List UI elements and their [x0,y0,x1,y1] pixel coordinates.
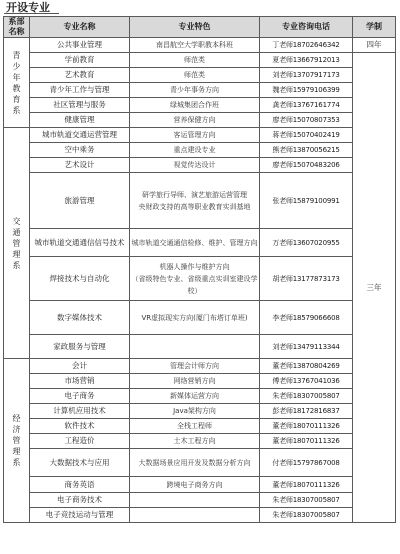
phone-cell: 熊老师13870056215 [260,143,353,158]
feature-cell: VR虚拟现实方向(厦门布塔订单班) [130,301,260,335]
page-heading: 开设专业 [6,1,50,14]
header-major: 专业名称 [30,17,130,38]
phone-cell: 廖老师15070807353 [260,113,353,128]
duration-four-year: 四年 [353,38,396,53]
major-cell: 会计 [30,359,130,374]
feature-cell: 师范类 [130,53,260,68]
phone-cell: 龚老师13767161774 [260,98,353,113]
table-row [4,143,396,158]
feature-cell: 机器人操作与维护方向 （省级特色专业、省级重点实训室建设学校） [130,257,260,301]
table-row [4,128,396,143]
table-row [4,434,396,449]
table-row [4,449,396,477]
phone-cell: 刘老师13479113344 [260,335,353,359]
major-cell: 城市轨道交通通信信号技术 [30,229,130,257]
phone-cell: 董老师13870804269 [260,359,353,374]
table-row [4,257,396,301]
major-cell: 软件技术 [30,419,130,434]
heading-underline [4,13,59,14]
feature-cell: 客运管理方向 [130,128,260,143]
phone-cell: 魏老师15979106399 [260,83,353,98]
phone-cell: 董老师18070111326 [260,434,353,449]
major-cell: 电子商务 [30,389,130,404]
major-cell: 公共事业管理 [30,38,130,53]
header-phone: 专业咨询电话 [260,17,353,38]
major-cell: 城市轨道交通运营管理 [30,128,130,143]
phone-cell: 董老师18070111326 [260,477,353,493]
major-cell: 艺术设计 [30,158,130,173]
feature-cell: 管理会计师方向 [130,359,260,374]
table-row [4,335,396,359]
duration-three-year: 三年 [353,53,396,523]
major-cell: 青少年工作与管理 [30,83,130,98]
phone-cell: 付老师15797867008 [260,449,353,477]
table-row [4,68,396,83]
header-feature: 专业特色 [130,17,260,38]
major-cell: 市场营销 [30,374,130,389]
table-row [4,158,396,173]
phone-cell: 刘老师13707917173 [260,68,353,83]
department-economic-management: 经济管理系 [4,359,30,523]
header-department: 系部名称 [4,17,30,38]
phone-cell: 朱老师18307005807 [260,493,353,508]
table-row [4,229,396,257]
phone-cell: 丁老师18702646342 [260,38,353,53]
phone-cell: 夏老师13667912013 [260,53,353,68]
major-cell: 社区管理与服务 [30,98,130,113]
major-cell: 健康管理 [30,113,130,128]
feature-cell: 南昌航空大学职教本科班 [130,38,260,53]
major-cell: 家政服务与管理 [30,335,130,359]
table-row [4,493,396,508]
major-cell: 空中乘务 [30,143,130,158]
table-row [4,53,396,68]
phone-cell: 彭老师18172816837 [260,404,353,419]
feature-cell: 视觉传达设计 [130,158,260,173]
major-cell: 学前教育 [30,53,130,68]
table-row [4,113,396,128]
phone-cell: 董老师18070111326 [260,419,353,434]
department-youth-education: 青少年教育系 [4,38,30,128]
table-row [4,374,396,389]
feature-cell: 城市轨道交通通信检修、维护、管理方向 [130,229,260,257]
table-row [4,508,396,523]
feature-cell: 跨境电子商务方向 [130,477,260,493]
major-cell: 焊接技术与自动化 [30,257,130,301]
phone-cell: 胡老师13177873173 [260,257,353,301]
phone-cell: 张老师15879100991 [260,173,353,229]
feature-cell [130,335,260,359]
phone-cell: 朱老师18307005807 [260,389,353,404]
table-row [4,404,396,419]
table-row [4,38,396,53]
major-cell: 大数据技术与应用 [30,449,130,477]
phone-cell: 万老师13607020955 [260,229,353,257]
feature-cell [130,508,260,523]
feature-cell: 全栈工程师 [130,419,260,434]
department-traffic-management: 交通管理系 [4,128,30,359]
major-cell: 商务英语 [30,477,130,493]
feature-cell: 重点建设专业 [130,143,260,158]
table-row [4,301,396,335]
feature-cell: 新媒体运营方向 [130,389,260,404]
feature-cell [130,493,260,508]
header-duration: 学制 [353,17,396,38]
phone-cell: 李老师18579066608 [260,301,353,335]
major-cell: 电子商务技术 [30,493,130,508]
major-cell: 艺术教育 [30,68,130,83]
table-row [4,359,396,374]
table-row [4,98,396,113]
feature-cell: 大数据场景应用开发及数据分析方向 [130,449,260,477]
majors-table [3,16,396,523]
major-cell: 电子竞技运动与管理 [30,508,130,523]
feature-cell: 网络营销方向 [130,374,260,389]
phone-cell: 傅老师13767041036 [260,374,353,389]
feature-cell: 青少年事务方向 [130,83,260,98]
header-row [4,17,396,38]
table-row [4,419,396,434]
major-cell: 工程造价 [30,434,130,449]
feature-cell: Java架构方向 [130,404,260,419]
phone-cell: 蒋老师15070402419 [260,128,353,143]
feature-cell: 绿城集团合作班 [130,98,260,113]
feature-cell: 营养保健方向 [130,113,260,128]
phone-cell: 廖老师15070483206 [260,158,353,173]
feature-cell: 师范类 [130,68,260,83]
major-cell: 数字媒体技术 [30,301,130,335]
major-cell: 计算机应用技术 [30,404,130,419]
table-row [4,477,396,493]
phone-cell: 朱老师18307005807 [260,508,353,523]
major-cell: 旅游管理 [30,173,130,229]
table-row [4,389,396,404]
table-row [4,173,396,229]
feature-cell: 土木工程方向 [130,434,260,449]
feature-cell: 研学旅行导师、演艺旅游运营管理 央财政支持的高等职业教育实训基地 [130,173,260,229]
table-row [4,83,396,98]
